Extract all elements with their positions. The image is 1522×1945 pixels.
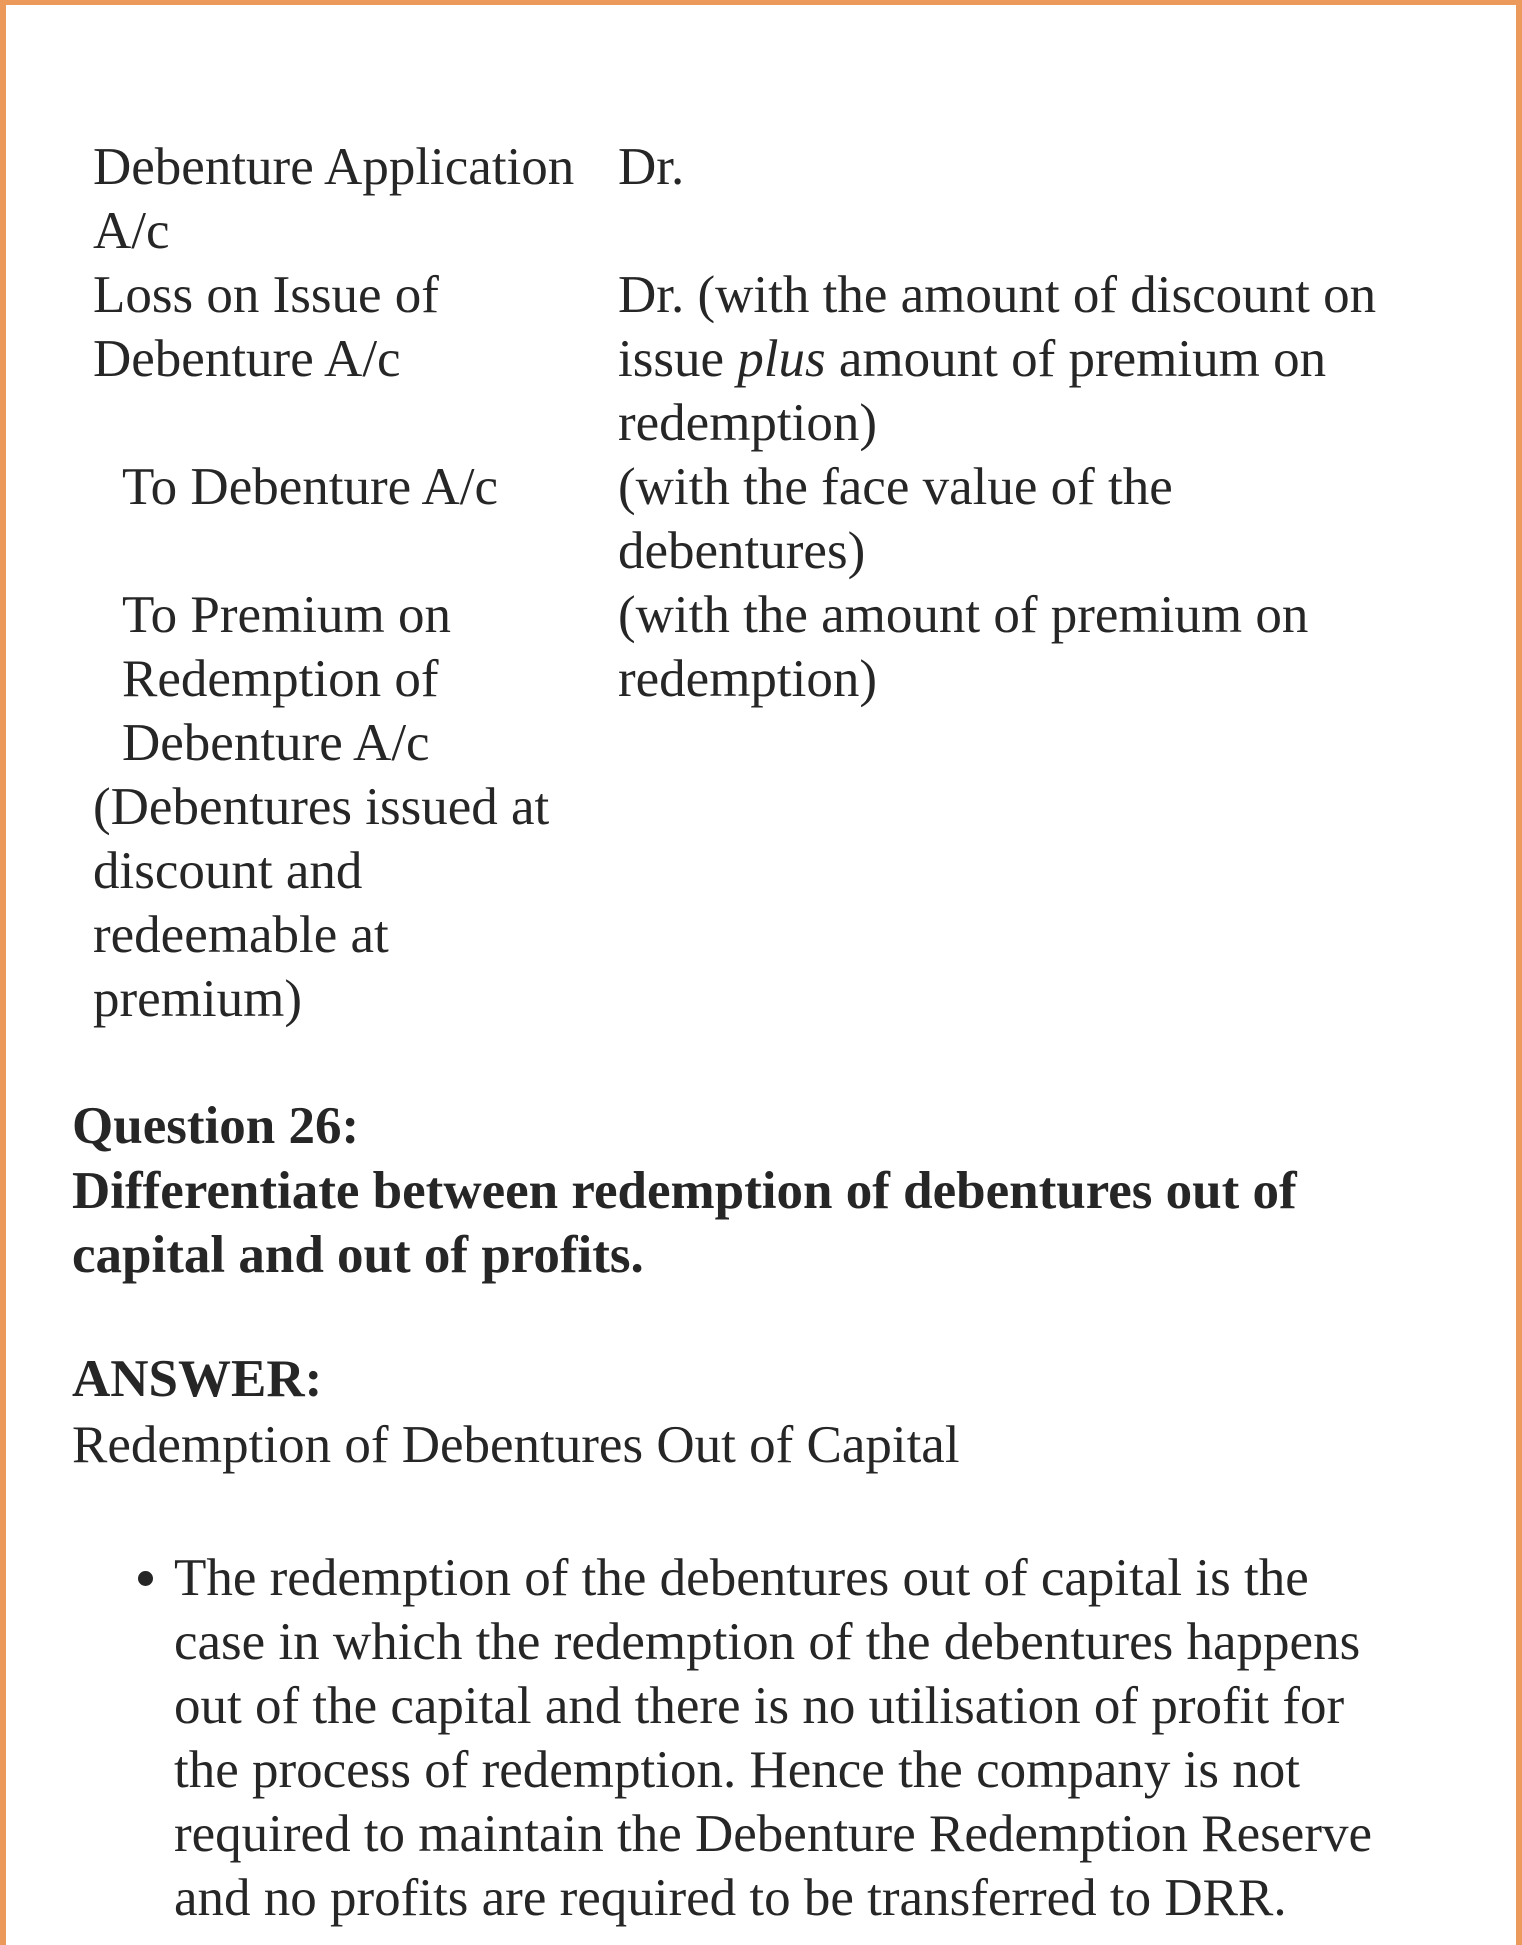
answer-subheading: Redemption of Debentures Out of Capital <box>72 1416 960 1474</box>
bullet-text: and no profits are required to be transferred to DRR. <box>174 1869 1287 1927</box>
question-text: capital and out of profits. <box>72 1226 644 1284</box>
bullet-text: required to maintain the Debenture Redemption Reserve <box>174 1805 1372 1863</box>
entry-account-text: A/c <box>93 202 170 260</box>
entry-account-text: (Debentures issued at <box>93 778 550 836</box>
entry-account-text: Debenture A/c <box>122 714 430 772</box>
text-segment: amount of premium on <box>825 330 1327 388</box>
entry-account-text: redeemable at <box>93 906 389 964</box>
entry-narration-text <box>618 327 1326 391</box>
answer-heading: ANSWER: <box>72 1350 323 1408</box>
entry-account-text: premium) <box>93 970 302 1028</box>
entry-narration-text: (with the amount of premium on <box>618 586 1309 644</box>
question-heading: Question 26: <box>72 1097 360 1155</box>
bullet-text: the process of redemption. Hence the company is not <box>174 1741 1300 1799</box>
entry-account-text: Loss on Issue of <box>93 266 439 324</box>
bullet-text: case in which the redemption of the debentures happens <box>174 1613 1361 1671</box>
bullet-text: The redemption of the debentures out of capital is the <box>174 1549 1309 1607</box>
entry-narration-text: Dr. <box>618 138 685 196</box>
entry-account-text: To Debenture A/c <box>122 458 498 516</box>
entry-narration-text: (with the face value of the <box>618 458 1173 516</box>
text-segment: issue <box>618 330 738 388</box>
bullet-icon <box>138 1571 153 1586</box>
entry-account-text: Debenture A/c <box>93 330 401 388</box>
entry-narration-text: debentures) <box>618 522 866 580</box>
entry-account-text: discount and <box>93 842 363 900</box>
bullet-text: out of the capital and there is no utilisation of profit for <box>174 1677 1345 1735</box>
italic-text: plus <box>737 330 826 388</box>
entry-account-text: Redemption of <box>122 650 439 708</box>
entry-account-text: Debenture Application <box>93 138 575 196</box>
entry-narration-text: redemption) <box>618 650 878 708</box>
entry-narration-text: Dr. (with the amount of discount on <box>618 266 1377 324</box>
entry-narration-text: redemption) <box>618 394 878 452</box>
entry-account-text: To Premium on <box>122 586 451 644</box>
question-text: Differentiate between redemption of debentures out of <box>72 1162 1297 1220</box>
